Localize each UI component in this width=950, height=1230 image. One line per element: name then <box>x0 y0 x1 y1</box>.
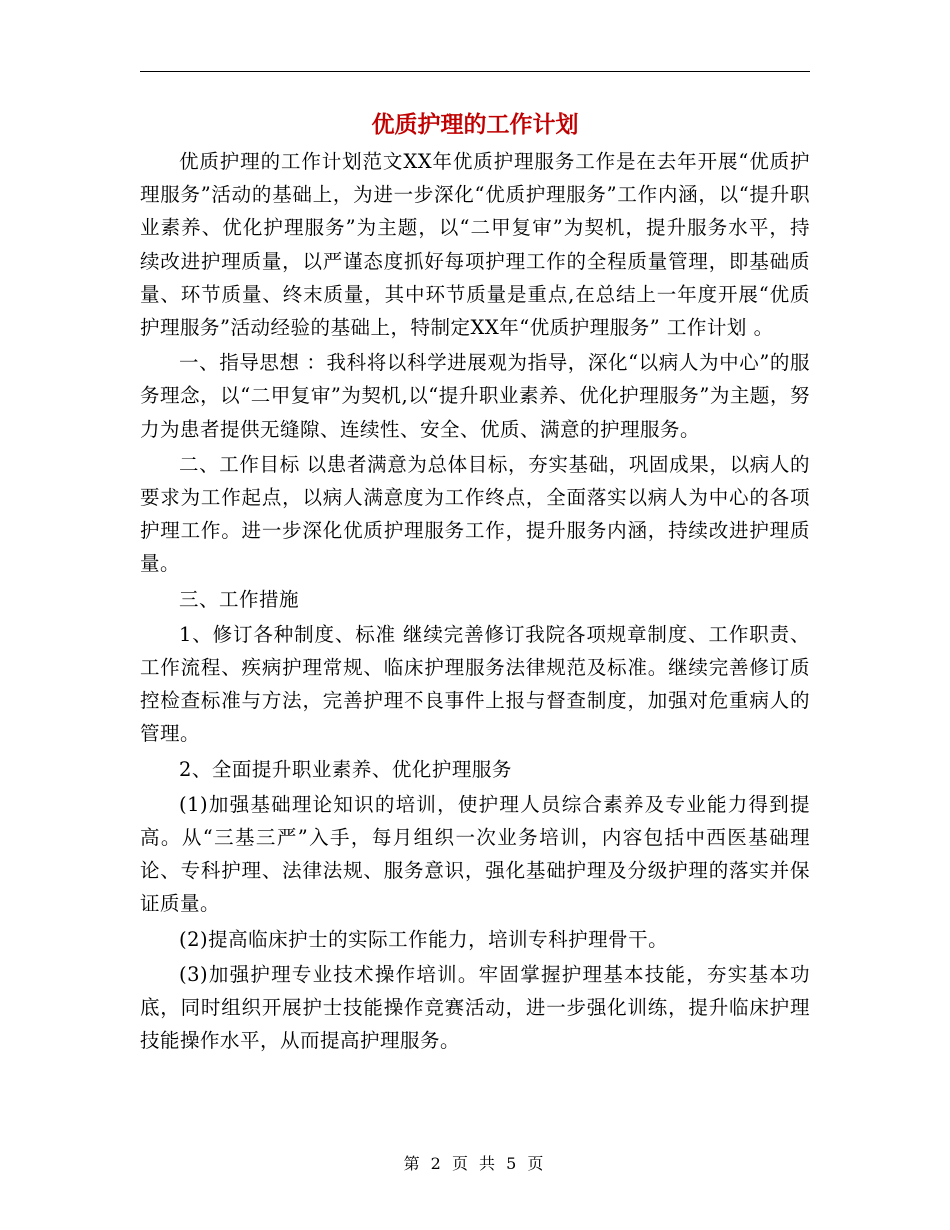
paragraph-measure-1: 1、修订各种制度、标准 继续完善修订我院各项规章制度、工作职责、工作流程、疾病护理常规、临床护理服务法律规范及标准。继续完善修订质控检查标准与方法，完善护理不良事件上报与督查制度，加强对危重病人的管理。 <box>140 622 810 746</box>
header-rule <box>140 71 810 72</box>
page-number: 第 2 页 共 5 页 <box>403 1154 547 1173</box>
paragraph-measure-2-3: (3)加强护理专业技术操作培训。牢固掌握护理基本技能，夯实基本功底，同时组织开展护士技能操作竞赛活动，进一步强化训练，提升临床护理技能操作水平，从而提高护理服务。 <box>140 962 810 1053</box>
paragraph-measure-2-1: (1)加强基础理论知识的培训，使护理人员综合素养及专业能力得到提高。从“三基三严”入手，每月组织一次业务培训，内容包括中西医基础理论、专科护理、法律法规、服务意识，强化基础护理及分级护理的落实并保证质量。 <box>140 792 810 916</box>
paragraph-work-goals: 二、工作目标 以患者满意为总体目标，夯实基础，巩固成果，以病人的要求为工作起点，以病人满意度为工作终点，全面落实以病人为中心的各项护理工作。进一步深化优质护理服务工作，提升服务内涵，持续改进护理质量。 <box>140 452 810 576</box>
paragraph-guiding-thought: 一、指导思想 ：我科将以科学进展观为指导，深化“以病人为中心”的服务理念，以“二甲复审”为契机,以“提升职业素养、优化护理服务”为主题，努力为患者提供无缝隙、连续性、安全、优质、满意的护理服务。 <box>140 351 810 441</box>
paragraph-measure-2: 2、全面提升职业素养、优化护理服务 <box>179 757 512 781</box>
paragraph-intro: 优质护理的工作计划范文XX年优质护理服务工作是在去年开展“优质护理服务”活动的基础上，为进一步深化“优质护理服务”工作内涵，以“提升职业素养、优化护理服务”为主题，以“二甲复审”为契机，提升服务水平，持续改进护理质量，以严谨态度抓好每项护理工作的全程质量管理，即基础质量、环节质量、终末质量，其中环节质量是重点,在总结上一年度开展“优质护理服务”活动经验的基础上，特制定XX年“优质护理服务” 工作计划 。 <box>140 150 810 340</box>
paragraph-measure-2-2: (2)提高临床护士的实际工作能力，培训专科护理骨干。 <box>179 927 669 951</box>
paragraph-work-measures-heading: 三、工作措施 <box>179 587 300 611</box>
document-title: 优质护理的工作计划 <box>371 111 579 138</box>
document-body <box>140 145 810 1057</box>
